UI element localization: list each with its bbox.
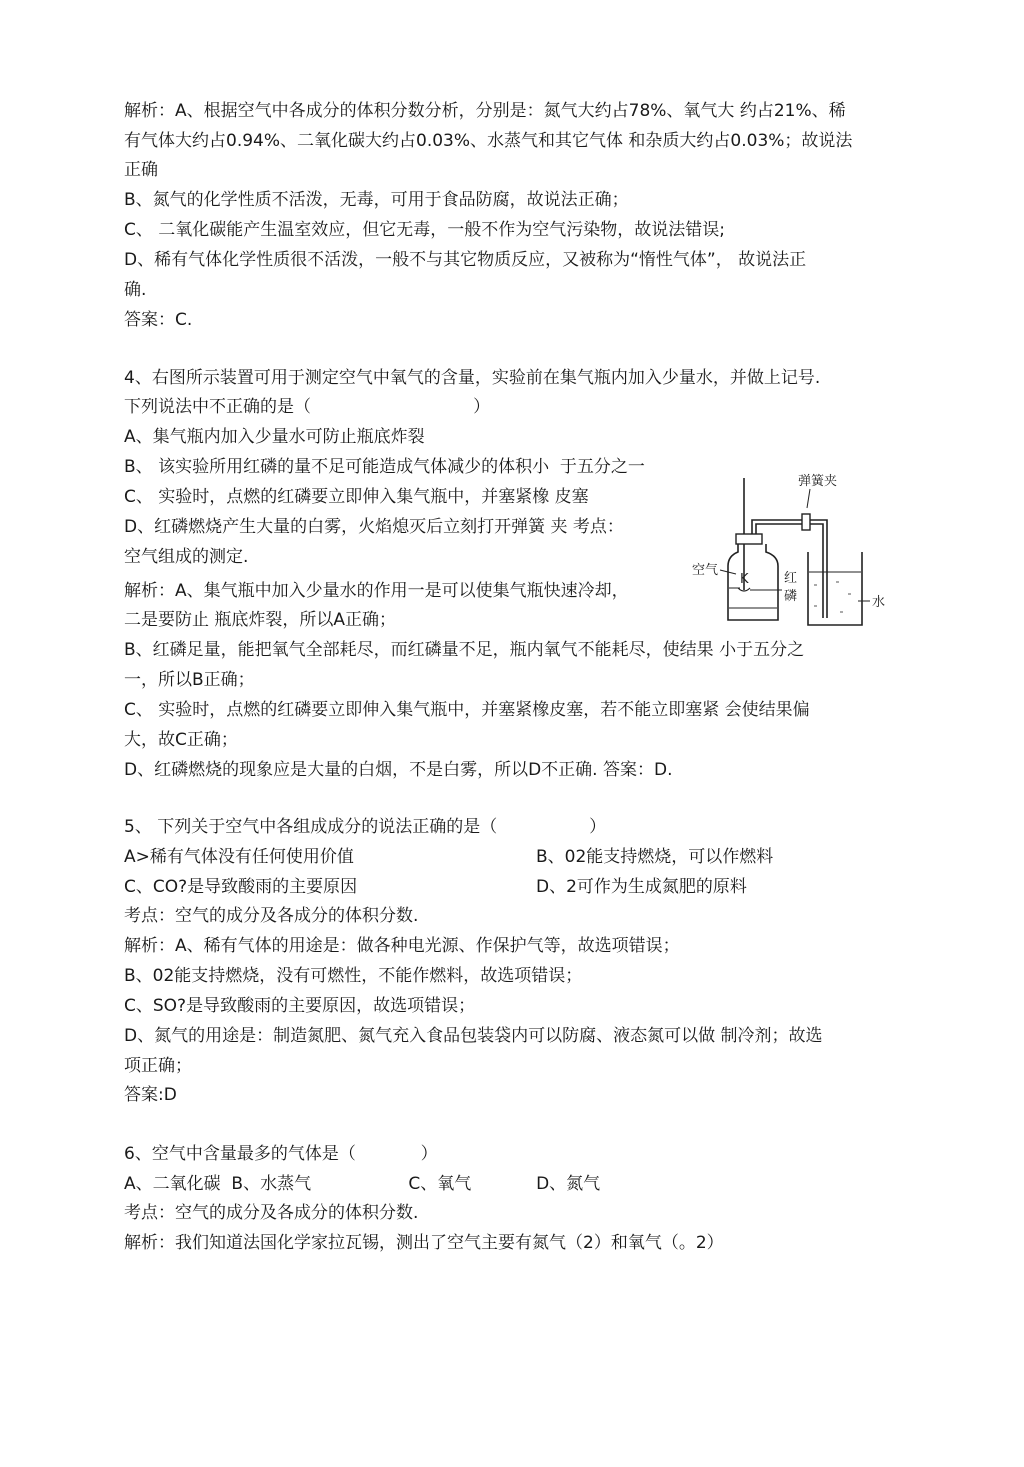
gas-collection-bottle bbox=[728, 544, 778, 620]
q6-analysis-line-1: 解析：我们知道法国化学家拉瓦锡，测出了空气主要有氮气（2）和氧气（。2） bbox=[124, 1233, 724, 1253]
q4-analysis-line-1: 解析：A、集气瓶中加入少量水的作用一是可以使集气瓶快速冷却， bbox=[124, 581, 629, 601]
q3-analysis-line-2: 有气体大约占0.94%、二氧化碳大约占0.03%、水蒸气和其它气体 和杂质大约占0.03%；故说法 bbox=[124, 131, 853, 151]
q5-option-c: C、CO?是导致酸雨的主要原因 bbox=[124, 877, 358, 897]
q5-analysis-line-1: 解析：A、稀有气体的用途是：做各种电光源、作保护气等，故选项错误； bbox=[124, 936, 680, 956]
rubber-stopper bbox=[736, 534, 762, 544]
q4-analysis-line-4: 一，所以B正确； bbox=[124, 670, 255, 690]
q5-answer: 答案:D bbox=[124, 1085, 177, 1105]
q3-analysis-line-1: 解析：A、根据空气中各成分的体积分数分析，分别是：氮气大约占78%、氧气大 约占21%、稀 bbox=[124, 101, 846, 121]
q4-topic: 空气组成的测定. bbox=[124, 547, 249, 567]
spring-clip bbox=[802, 514, 810, 530]
q4-option-a: A、集气瓶内加入少量水可防止瓶底炸裂 bbox=[124, 427, 425, 447]
q3-analysis-line-4: B、氮气的化学性质不活泼，无毒，可用于食品防腐，故说法正确； bbox=[124, 190, 629, 210]
q5-option-a: A>稀有气体没有任何使用价值 bbox=[124, 847, 354, 867]
q4-stem-line-1: 4、右图所示装置可用于测定空气中氧气的含量，实验前在集气瓶内加入少量水，并做上记号. bbox=[124, 368, 821, 388]
q4-analysis-line-3: B、红磷足量，能把氧气全部耗尽，而红磷量不足，瓶内氧气不能耗尽，使结果 小于五分之 bbox=[124, 640, 805, 660]
clip-pointer-line bbox=[807, 489, 810, 508]
q4-option-b: B、 该实验所用红磷的量不足可能造成气体减少的体积小 于五分之一 bbox=[124, 457, 645, 477]
figure-label-clip: 弹簧夹 bbox=[798, 474, 838, 489]
q4-option-d: D、红磷燃烧产生大量的白雾，火焰熄灭后立刻打开弹簧 夹 考点： bbox=[124, 517, 624, 537]
q4-analysis-line-6: 大，故C正确； bbox=[124, 730, 238, 750]
q5-stem: 5、 下列关于空气中各组成成分的说法正确的是（ ） bbox=[124, 817, 607, 837]
figure-label-water: 水 bbox=[872, 595, 886, 610]
q5-analysis-line-3: C、SO?是导致酸雨的主要原因，故选项错误； bbox=[124, 996, 476, 1016]
q6-options: A、二氧化碳 B、水蒸气 C、氧气 D、氮气 bbox=[124, 1174, 601, 1194]
q4-analysis-line-7: D、红磷燃烧的现象应是大量的白烟，不是白雾，所以D不正确. 答案：D. bbox=[124, 760, 673, 780]
q3-answer: 答案：C. bbox=[124, 310, 193, 330]
q5-option-b: B、02能支持燃烧，可以作燃料 bbox=[536, 847, 774, 867]
oxygen-measurement-apparatus-figure bbox=[690, 470, 890, 635]
q4-analysis-line-5: C、 实验时，点燃的红磷要立即伸入集气瓶中，并塞紧橡皮塞，若不能立即塞紧 会使结果偏 bbox=[124, 700, 810, 720]
q5-analysis-line-4: D、氮气的用途是：制造氮肥、氮气充入食品包装袋内可以防腐、液态氮可以做 制冷剂；故选 bbox=[124, 1026, 823, 1046]
figure-label-phosphorus-1: 红 bbox=[784, 571, 798, 586]
q5-analysis-line-5: 项正确； bbox=[124, 1056, 192, 1076]
q6-stem: 6、空气中含量最多的气体是（ ） bbox=[124, 1144, 438, 1164]
beaker bbox=[808, 552, 862, 625]
q4-option-c: C、 实验时，点燃的红磷要立即伸入集气瓶中，并塞紧橡 皮塞 bbox=[124, 487, 589, 507]
q4-analysis-line-2: 二是要防止 瓶底炸裂，所以A正确； bbox=[124, 610, 397, 630]
q3-analysis-line-7: 确. bbox=[124, 280, 147, 300]
q3-analysis-line-3: 正确 bbox=[124, 160, 158, 180]
q5-topic: 考点：空气的成分及各成分的体积分数. bbox=[124, 906, 419, 926]
flame-mark: K bbox=[740, 572, 749, 587]
figure-label-phosphorus-2: 磷 bbox=[784, 589, 798, 604]
q4-stem-line-2: 下列说法中不正确的是（ ） bbox=[124, 397, 491, 417]
q3-analysis-line-6: D、稀有气体化学性质很不活泼，一般不与其它物质反应，又被称为“惰性气体”， 故说法正 bbox=[124, 250, 807, 270]
q6-topic: 考点：空气的成分及各成分的体积分数. bbox=[124, 1203, 419, 1223]
figure-label-air: 空气 bbox=[692, 563, 719, 578]
q5-analysis-line-2: B、02能支持燃烧，没有可燃性，不能作燃料，故选项错误； bbox=[124, 966, 583, 986]
q5-option-d: D、2可作为生成氮肥的原料 bbox=[536, 877, 747, 897]
q3-analysis-line-5: C、 二氧化碳能产生温室效应，但它无毒，一般不作为空气污染物，故说法错误; bbox=[124, 220, 725, 240]
